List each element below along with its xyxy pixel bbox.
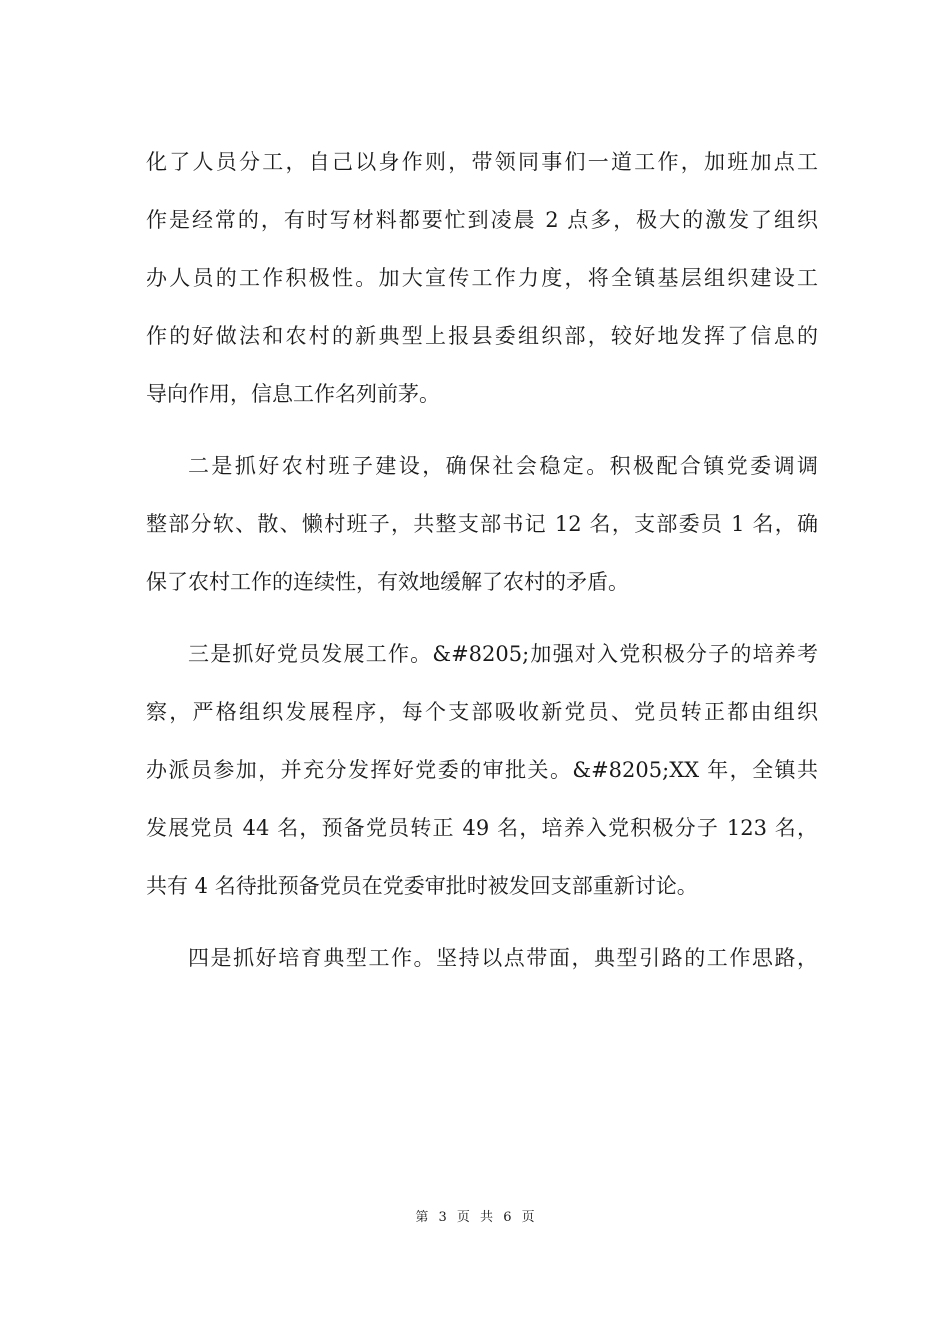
body-text [146, 133, 818, 987]
paragraph [146, 133, 818, 423]
text-line: 发展党员 44 名，预备党员转正 49 名，培养入党积极分子 123 名， [146, 816, 818, 840]
paragraph [146, 625, 818, 915]
text-line: 作是经常的，有时写材料都要忙到凌晨 2 点多，极大的激发了组织 [146, 208, 818, 232]
text-line: 共有 4 名待批预备党员在党委审批时被发回支部重新讨论。 [146, 874, 698, 898]
text-line: 保了农村工作的连续性，有效地缓解了农村的矛盾。 [146, 570, 629, 594]
text-line: 导向作用，信息工作名列前茅。 [146, 382, 440, 406]
page-number-footer: 第 3 页 共 6 页 [415, 1210, 535, 1225]
text-line: 化了人员分工，自己以身作则，带领同事们一道工作，加班加点工 [146, 150, 818, 174]
text-line: 三是抓好党员发展工作。&#8205;加强对入党积极分子的培养考 [188, 642, 818, 666]
text-line: 四是抓好培育典型工作。坚持以点带面，典型引路的工作思路， [188, 946, 818, 970]
text-line: 察，严格组织发展程序，每个支部吸收新党员、党员转正都由组织 [146, 700, 818, 724]
text-line: 办人员的工作积极性。加大宣传工作力度，将全镇基层组织建设工 [146, 266, 818, 290]
text-line: 二是抓好农村班子建设，确保社会稳定。积极配合镇党委调调 [188, 454, 818, 478]
paragraph [146, 437, 818, 611]
paragraph [146, 929, 818, 987]
text-line: 作的好做法和农村的新典型上报县委组织部，较好地发挥了信息的 [146, 324, 818, 348]
text-line: 办派员参加，并充分发挥好党委的审批关。&#8205;XX 年，全镇共 [146, 758, 818, 782]
text-line: 整部分软、散、懒村班子，共整支部书记 12 名，支部委员 1 名，确 [146, 512, 818, 536]
